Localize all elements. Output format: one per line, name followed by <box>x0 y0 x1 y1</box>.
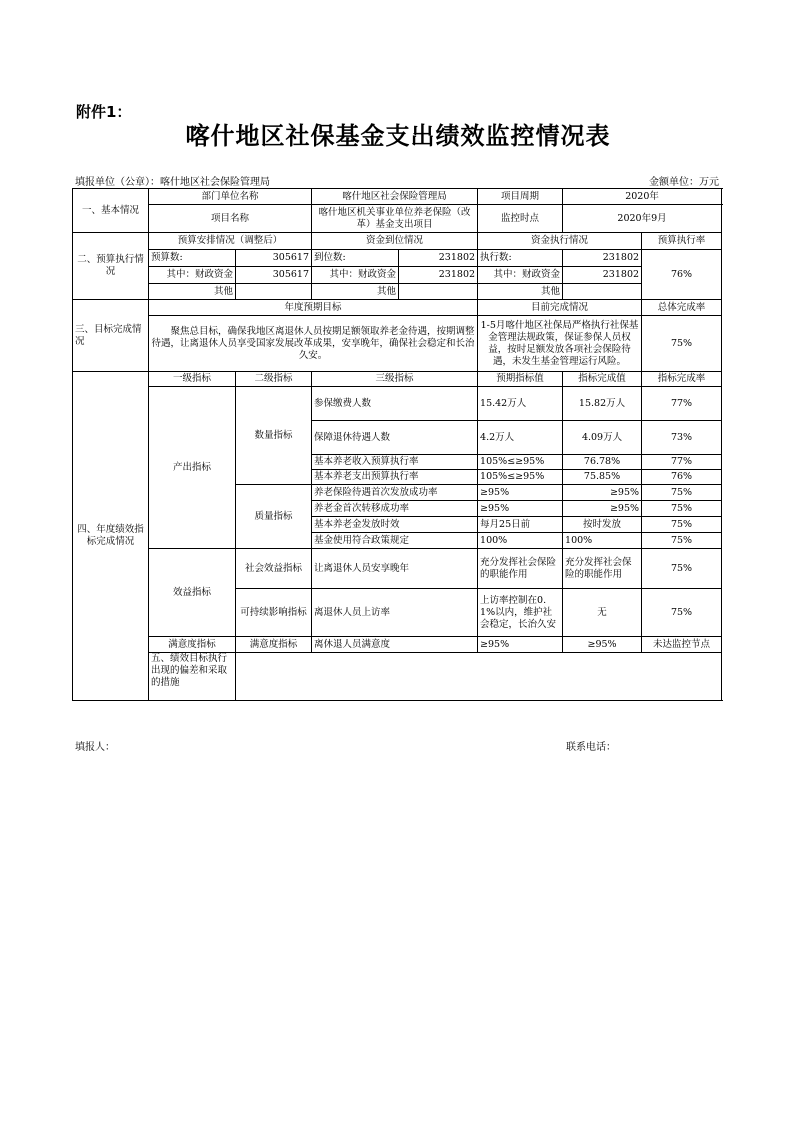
indicator-row-name: 离退休人员上访率 <box>312 589 478 637</box>
indicator-header-l3: 三级指标 <box>312 372 478 387</box>
monitoring-table <box>72 188 722 701</box>
satisfaction-indicator-l1: 满意度指标 <box>149 637 236 653</box>
indicator-row-rate: 75% <box>642 517 722 533</box>
budget-header-plan: 预算安排情况（调整后） <box>149 233 312 250</box>
attachment-label: 附件1： <box>76 103 132 121</box>
monitor-value: 2020年9月 <box>563 205 722 233</box>
sustainable-indicator: 可持续影响指标 <box>236 589 312 637</box>
indicator-header-expected: 预期指标值 <box>478 372 563 387</box>
phone-label: 联系电话： <box>566 742 616 753</box>
budget-fiscal-value: 305617 <box>236 267 312 284</box>
arrival-other-value <box>399 284 478 300</box>
project-value: 喀什地区机关事业单位养老保险（改革）基金支出项目 <box>312 205 478 233</box>
goal-header-rate: 总体完成率 <box>642 300 722 316</box>
indicator-row-name: 基本养老收入预算执行率 <box>312 455 478 470</box>
indicator-row-actual: 100% <box>563 533 642 549</box>
budget-header-execution: 资金执行情况 <box>478 233 642 250</box>
indicator-row-expected: 105%≤≥95% <box>478 470 563 485</box>
budget-header-arrival: 资金到位情况 <box>312 233 478 250</box>
execution-fiscal-value: 231802 <box>563 267 642 284</box>
indicator-row-actual: 按时发放 <box>563 517 642 533</box>
indicator-row-rate: 77% <box>642 455 722 470</box>
indicator-header-rate: 指标完成率 <box>642 372 722 387</box>
budget-amount-value: 305617 <box>236 250 312 267</box>
indicator-header-l1: 一级指标 <box>149 372 236 387</box>
indicator-row-expected: 4.2万人 <box>478 421 563 455</box>
indicator-row-name: 参保缴费人数 <box>312 387 478 421</box>
budget-header-rate: 预算执行率 <box>642 233 722 250</box>
goal-overall-rate: 75% <box>642 316 722 372</box>
section-deviation <box>149 653 236 701</box>
period-label: 项目周期 <box>478 189 563 205</box>
execution-other-label: 其他 <box>478 284 563 300</box>
execution-amount-value: 231802 <box>563 250 642 267</box>
social-benefit-indicator: 社会效益指标 <box>236 549 312 589</box>
project-label: 项目名称 <box>149 205 312 233</box>
execution-other-value <box>563 284 642 300</box>
section-budget: 二、预算执行情况 <box>73 233 149 300</box>
filler-label: 填报人： <box>75 742 115 753</box>
money-unit: 金额单位：万元 <box>649 177 719 188</box>
indicator-row-expected-text: 上访率控制在0.1%以内，维护社会稳定，长治久安 <box>480 594 557 630</box>
goal-current-text: 1-5月喀什地区社保局严格执行社保基金管理法规政策，保证参保人员权益，按时足额发放各项社会保险待遇，未发生基金管理运行风险。 <box>478 316 642 372</box>
budget-other-value <box>236 284 312 300</box>
indicator-row-name: 离休退人员满意度 <box>312 637 478 653</box>
quality-indicator: 质量指标 <box>236 485 312 549</box>
quantity-indicator: 数量指标 <box>236 387 312 485</box>
indicator-row-name: 基金使用符合政策规定 <box>312 533 478 549</box>
budget-other-label: 其他 <box>149 284 236 300</box>
indicator-row-rate: 73% <box>642 421 722 455</box>
indicator-row-expected: ≥95% <box>478 485 563 501</box>
dept-label: 部门单位名称 <box>149 189 312 205</box>
indicator-row-actual: ≥95% <box>563 501 642 517</box>
page-title: 喀什地区社保基金支出绩效监控情况表 <box>185 121 611 150</box>
goal-expected-text: 聚焦总目标，确保我地区离退休人员按期足额领取养老金待遇，按期调整待遇，让离退休人员享受国家发展改革成果，安享晚年，确保社会稳定和长治久安。 <box>149 316 478 372</box>
indicator-row-rate: 75% <box>642 501 722 517</box>
arrival-amount-label: 到位数: <box>312 250 399 267</box>
indicator-header-l2: 二级指标 <box>236 372 312 387</box>
arrival-fiscal-value: 231802 <box>399 267 478 284</box>
indicator-row-expected: ≥95% <box>478 637 563 653</box>
indicator-row-actual: 15.82万人 <box>563 387 642 421</box>
section-goal: 三、目标完成情况 <box>73 300 149 372</box>
arrival-fiscal-label: 其中：财政资金 <box>312 267 399 284</box>
indicator-row-name: 养老保险待遇首次发放成功率 <box>312 485 478 501</box>
indicator-row-name: 养老金首次转移成功率 <box>312 501 478 517</box>
indicator-row-expected: 100% <box>478 533 563 549</box>
indicator-row-rate: 75% <box>642 589 722 637</box>
goal-header-current: 目前完成情况 <box>478 300 642 316</box>
benefit-indicator: 效益指标 <box>149 549 236 637</box>
execution-fiscal-label: 其中：财政资金 <box>478 267 563 284</box>
indicator-row-actual: 无 <box>563 589 642 637</box>
budget-fiscal-label: 其中：财政资金 <box>149 267 236 284</box>
monitor-label: 监控时点 <box>478 205 563 233</box>
section-deviation-text: 五、绩效目标执行出现的偏差和采取的措施 <box>151 653 228 688</box>
filling-unit: 填报单位（公章）：喀什地区社会保险管理局 <box>75 177 270 188</box>
indicator-row-expected: ≥95% <box>478 501 563 517</box>
indicator-row-rate: 75% <box>642 485 722 501</box>
indicator-row-name: 基本养老金发放时效 <box>312 517 478 533</box>
indicator-row-actual: 4.09万人 <box>563 421 642 455</box>
output-indicator: 产出指标 <box>149 387 236 549</box>
indicator-row-rate: 76% <box>642 470 722 485</box>
indicator-row-actual: 76.78% <box>563 455 642 470</box>
indicator-row-expected: 105%≤≥95% <box>478 455 563 470</box>
deviation-content <box>236 653 722 701</box>
indicator-row-expected: 充分发挥社会保险的职能作用 <box>478 549 563 589</box>
indicator-header-actual: 指标完成值 <box>563 372 642 387</box>
indicator-row-actual: ≥95% <box>563 485 642 501</box>
indicator-row-expected <box>478 589 563 637</box>
indicator-row-rate: 75% <box>642 549 722 589</box>
indicator-row-expected: 每月25日前 <box>478 517 563 533</box>
indicator-row-name: 保障退休待遇人数 <box>312 421 478 455</box>
indicator-row-actual: 75.85% <box>563 470 642 485</box>
execution-amount-label: 执行数: <box>478 250 563 267</box>
indicator-row-actual: ≥95% <box>563 637 642 653</box>
section-indicators: 四、年度绩效指标完成情况 <box>73 372 149 701</box>
goal-header-expected: 年度预期目标 <box>149 300 478 316</box>
satisfaction-indicator-l2: 满意度指标 <box>236 637 312 653</box>
budget-amount-label: 预算数: <box>149 250 236 267</box>
indicator-row-name: 让离退休人员安享晚年 <box>312 549 478 589</box>
dept-value: 喀什地区社会保险管理局 <box>312 189 478 205</box>
budget-execution-rate: 76% <box>642 250 722 300</box>
section-basic: 一、基本情况 <box>73 189 149 233</box>
arrival-other-label: 其他 <box>312 284 399 300</box>
indicator-row-expected: 15.42万人 <box>478 387 563 421</box>
indicator-row-actual: 充分发挥社会保险的职能作用 <box>563 549 642 589</box>
indicator-row-name: 基本养老支出预算执行率 <box>312 470 478 485</box>
period-value: 2020年 <box>563 189 722 205</box>
arrival-amount-value: 231802 <box>399 250 478 267</box>
indicator-row-rate: 77% <box>642 387 722 421</box>
indicator-row-rate: 未达监控节点 <box>642 637 722 653</box>
indicator-row-rate: 75% <box>642 533 722 549</box>
